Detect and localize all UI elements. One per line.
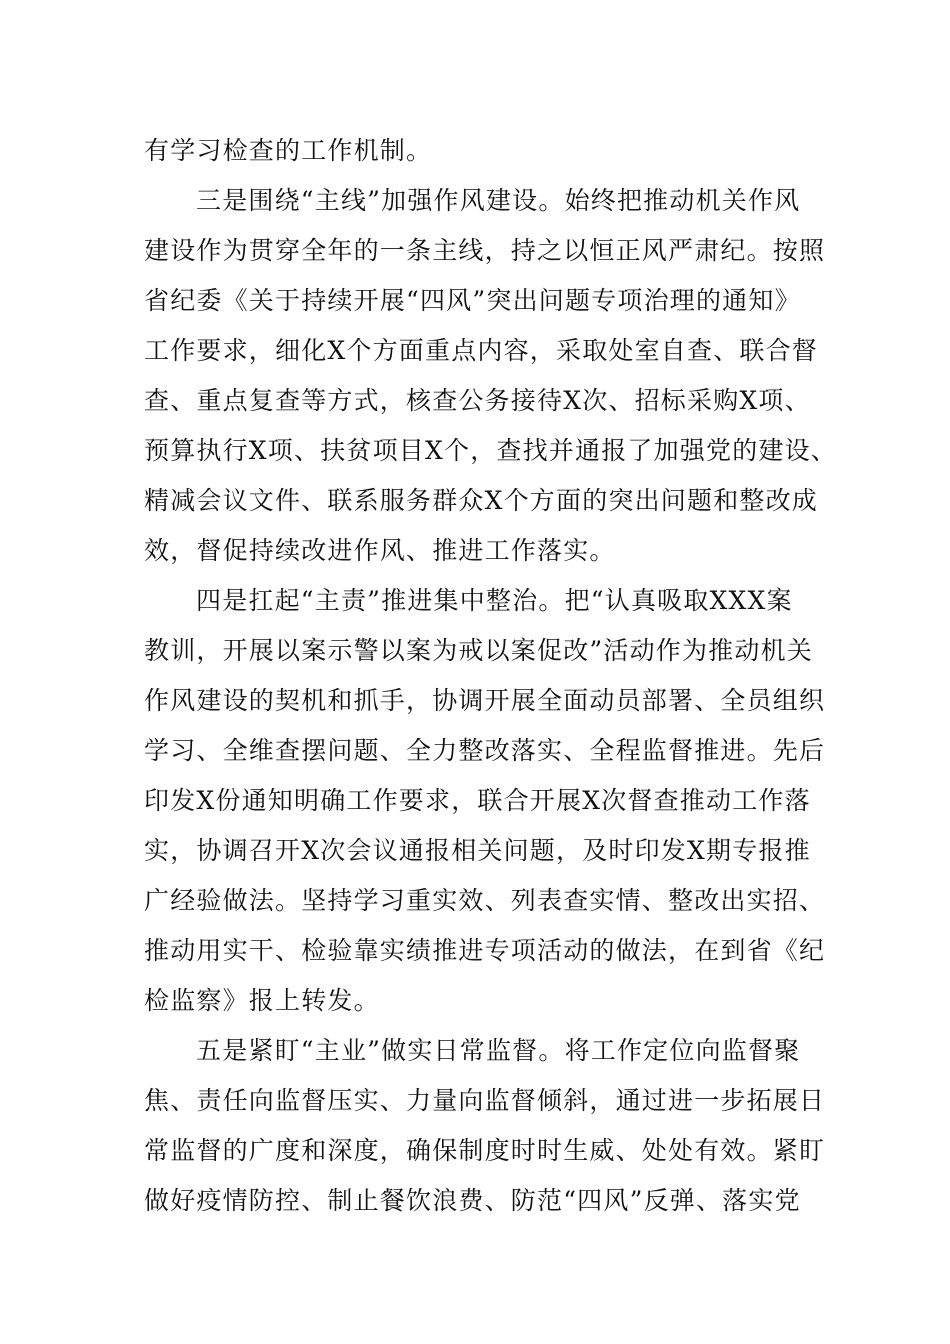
text-line: 作风建设的契机和抓手，协调开展全面动员部署、全员组织 xyxy=(144,686,826,715)
text-line: 精减会议文件、联系服务群众X个方面的突出问题和整改成 xyxy=(144,486,819,515)
text-line: 预算执行X项、扶贫项目X个，查找并通报了加强党的建设、 xyxy=(144,436,837,465)
paragraph-start-line: 三是围绕“主线”加强作风建设。始终把推动机关作风 xyxy=(196,186,801,215)
text-line: 省纪委《关于持续开展“四风”突出问题专项治理的通知》 xyxy=(144,286,801,315)
text-line: 建设作为贯穿全年的一条主线，持之以恒正风严肃纪。按照 xyxy=(144,236,826,265)
text-line: 教训，开展以案示警以案为戒以案促改”活动作为推动机关 xyxy=(144,636,813,665)
text-line: 有学习检查的工作机制。 xyxy=(144,136,433,165)
paragraph-start-line: 五是紧盯“主业”做实日常监督。将工作定位向监督聚 xyxy=(196,1036,801,1065)
text-line: 推动用实干、检验靠实绩推进专项活动的做法，在到省《纪 xyxy=(144,936,826,965)
text-line: 实，协调召开X次会议通报相关问题，及时印发X期专报推 xyxy=(144,836,811,865)
text-line: 检监察》报上转发。 xyxy=(144,986,380,1015)
text-line: 工作要求，细化X个方面重点内容，采取处室自查、联合督 xyxy=(144,336,819,365)
document-body xyxy=(144,126,837,1226)
text-line: 效，督促持续改进作风、推进工作落实。 xyxy=(144,536,616,565)
text-line: 做好疫情防控、制止餐饮浪费、防范“四风”反弹、落实党 xyxy=(144,1186,801,1215)
text-line: 广经验做法。坚持学习重实效、列表查实情、整改出实招、 xyxy=(144,886,826,915)
paragraph-start-line: 四是扛起“主责”推进集中整治。把“认真吸取XXX案 xyxy=(196,586,793,615)
text-line: 查、重点复查等方式，核查公务接待X次、招标采购X项、 xyxy=(144,386,811,415)
text-line: 学习、全维查摆问题、全力整改落实、全程监督推进。先后 xyxy=(144,736,826,765)
text-line: 焦、责任向监督压实、力量向监督倾斜，通过进一步拓展日 xyxy=(144,1086,826,1115)
text-line: 印发X份通知明确工作要求，联合开展X次督查推动工作落 xyxy=(144,786,811,815)
text-line: 常监督的广度和深度，确保制度时时生威、处处有效。紧盯 xyxy=(144,1136,826,1165)
